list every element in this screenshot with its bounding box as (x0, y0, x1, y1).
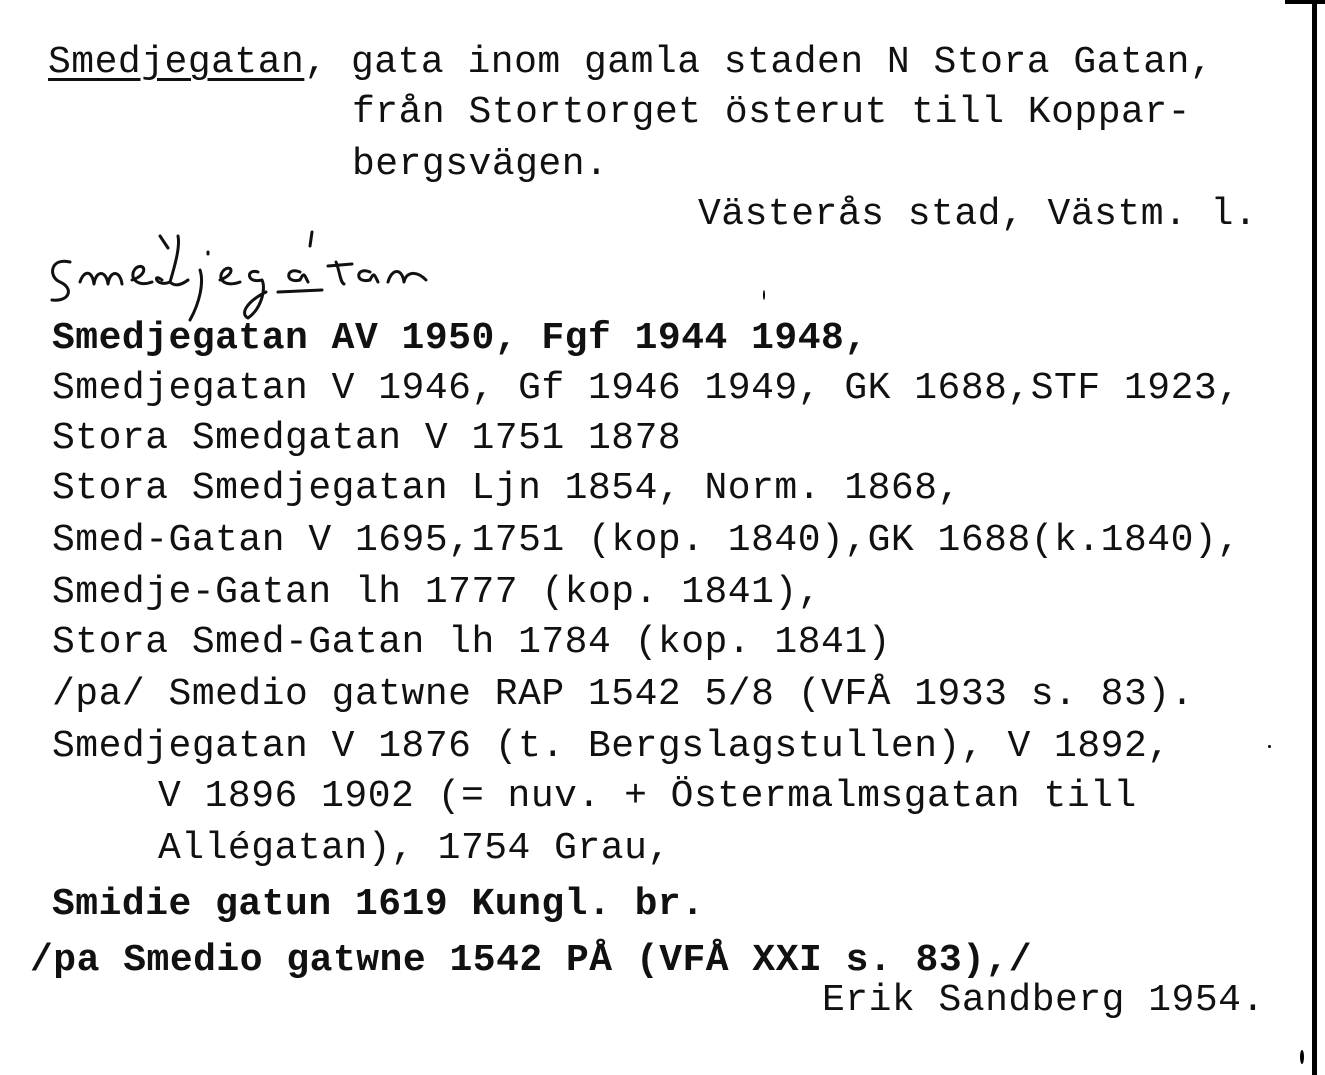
entry-line-10: V 1896 1902 (= nuv. + Östermalmsgatan till (158, 775, 1137, 818)
signature: Erik Sandberg 1954. (822, 979, 1265, 1022)
scan-speck (763, 290, 765, 300)
entry-line-1: Smedjegatan AV 1950, Fgf 1944 1948, (52, 317, 868, 360)
entry-line-3: Stora Smedgatan V 1751 1878 (52, 417, 682, 460)
header-line-3: bergsvägen. (352, 143, 609, 186)
header-line-2: från Stortorget österut till Koppar- (352, 91, 1191, 134)
entry-line-4: Stora Smedjegatan Ljn 1854, Norm. 1868, (52, 467, 961, 510)
entry-line-7: Stora Smed-Gatan lh 1784 (kop. 1841) (52, 621, 891, 664)
entry-line-13: /pa Smedio gatwne 1542 PÅ (VFÅ XXI s. 83),/ (30, 939, 1033, 982)
entry-line-11: Allégatan), 1754 Grau, (158, 827, 671, 870)
scan-speck (1300, 1050, 1304, 1064)
location: Västerås stad, Västm. l. (698, 193, 1258, 236)
header-description: , gata inom gamla staden N Stora Gatan, (304, 41, 1214, 84)
card-right-edge (1312, 0, 1317, 1075)
card-top-corner (1285, 0, 1325, 4)
entry-line-8: /pa/ Smedio gatwne RAP 1542 5/8 (VFÅ 1933 s. 83). (52, 673, 1194, 716)
entry-line-9: Smedjegatan V 1876 (t. Bergslagstullen), V 1892, (52, 725, 1171, 768)
entry-line-12: Smidie gatun 1619 Kungl. br. (52, 883, 705, 926)
header-line-1 (48, 40, 1213, 86)
scan-speck (1268, 745, 1271, 748)
entry-line-5: Smed-Gatan V 1695,1751 (kop. 1840),GK 1688(k.1840), (52, 519, 1241, 562)
entry-line-6: Smedje-Gatan lh 1777 (kop. 1841), (52, 571, 822, 614)
entry-line-2: Smedjegatan V 1946, Gf 1946 1949, GK 1688,STF 1923, (52, 367, 1241, 410)
headword: Smedjegatan (48, 41, 305, 84)
